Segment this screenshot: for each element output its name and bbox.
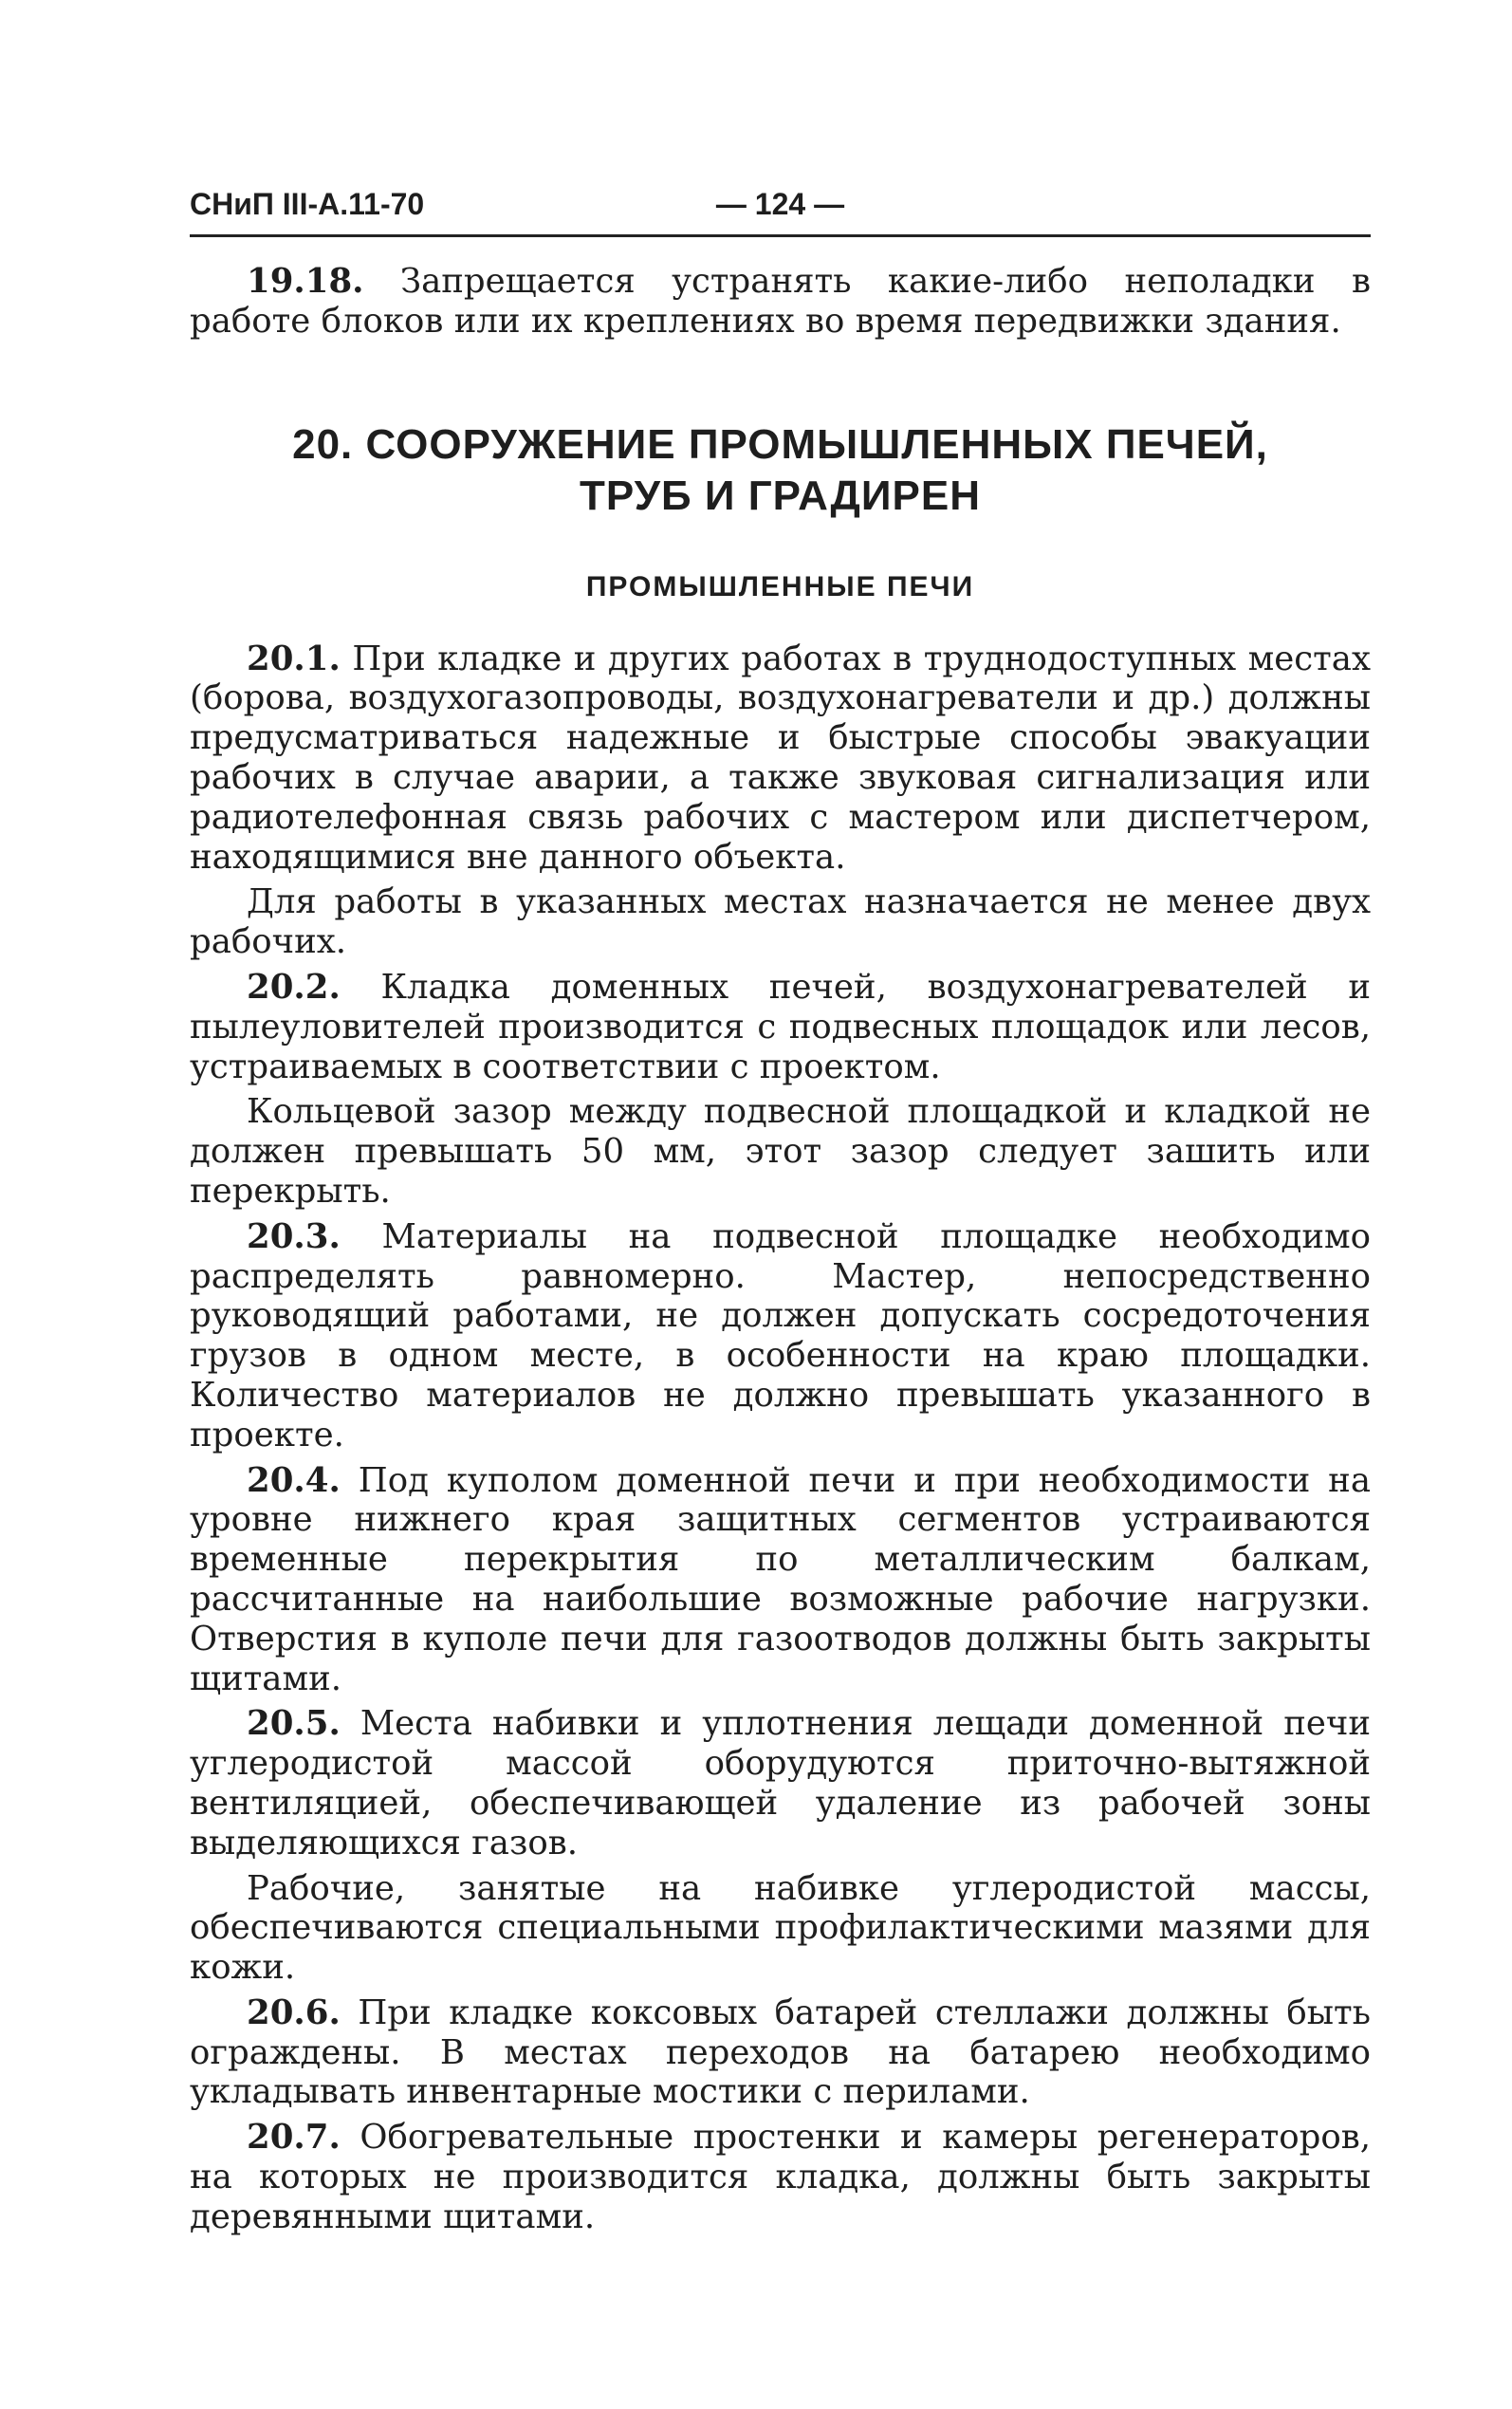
section-title-line-1: 20. СООРУЖЕНИЕ ПРОМЫШЛЕННЫХ ПЕЧЕЙ, — [292, 420, 1268, 468]
subsection-title: ПРОМЫШЛЕННЫЕ ПЕЧИ — [585, 570, 975, 602]
paragraph-text: Запрещается устранять какие-либо неполадки в работе блоков или их креплениях во время передвижки здания. — [190, 262, 1371, 341]
section-title-line-2: ТРУБ И ГРАДИРЕН — [580, 472, 981, 519]
paragraph-number: 20.7. — [247, 2118, 341, 2158]
paragraph-number: 20.1. — [247, 639, 341, 678]
paragraph-text: Обогревательные простенки и камеры регенераторов, на которых не производится кладка, должны быть закрыты деревянными щитами. — [190, 2118, 1371, 2236]
paragraph-number: 20.5. — [247, 1704, 341, 1744]
paragraph-text: Рабочие, занятые на набивке углеродистой массы, обеспечиваются специальными профилактическими мазями для кожи. — [190, 1868, 1371, 1988]
paragraph-number: 19.18. — [247, 262, 364, 301]
paragraph-20-5-cont — [190, 1869, 1371, 1988]
paragraph-20-1-cont — [190, 882, 1371, 962]
section-title — [190, 419, 1371, 522]
paragraph-text: Места набивки и уплотнения лещади доменной печи углеродистой массой оборудуются приточно-вытяжной вентиляцией, обеспечивающей удаление из рабочей зоны выделяющихся газов. — [190, 1704, 1371, 1862]
paragraph-20-1 — [190, 639, 1371, 878]
paragraph-20-4 — [190, 1461, 1371, 1699]
section-body — [190, 639, 1371, 2237]
paragraph-20-7 — [190, 2118, 1371, 2236]
paragraph-number: 20.2. — [247, 967, 341, 1007]
paragraph-text: Под куполом доменной печи и при необходимости на уровне нижнего края защитных сегментов устраиваются временные перекрытия по металлическим балкам, рассчитанные на наибольшие возможные рабочие нагрузки. Отверстия в куполе печи для газоотводов должны быть закрыты щитами. — [190, 1460, 1371, 1698]
paragraph-text: Материалы на подвесной площадке необходимо распределять равномерно. Мастер, непосредственно руководящий работами, не должен допускать сосредоточения грузов в одном месте, в особенности на краю площадки. Количество материалов не должно превышать указанного в проекте. — [190, 1216, 1371, 1455]
paragraph-19-18 — [190, 262, 1371, 342]
paragraph-20-2-cont — [190, 1092, 1371, 1211]
paragraph-number: 20.3. — [247, 1216, 341, 1256]
intro-block — [190, 262, 1371, 342]
document-page — [190, 185, 1371, 2237]
paragraph-number: 20.6. — [247, 1992, 341, 2032]
paragraph-text: При кладке и других работах в труднодоступных местах (борова, воздухогазопроводы, воздухонагреватели и др.) должны предусматриваться надежные и быстрые способы эвакуации рабочих в случае аварии, а также звуковая сигнализация или радиотелефонная связь рабочих с мастером или диспетчером, находящимися вне данного объекта. — [190, 639, 1371, 877]
running-header — [190, 185, 1371, 237]
page-number: — 124 — — [715, 187, 845, 221]
paragraph-20-6 — [190, 1993, 1371, 2112]
paragraph-20-5 — [190, 1704, 1371, 1862]
paragraph-20-2 — [190, 968, 1371, 1086]
paragraph-text: Кладка доменных печей, воздухонагревателей и пылеуловителей производится с подвесных площадок или лесов, устраиваемых в соответствии с проектом. — [190, 967, 1371, 1086]
paragraph-text: При кладке коксовых батарей стеллажи должны быть ограждены. В местах переходов на батарею необходимо укладывать инвентарные мостики с перилами. — [190, 1992, 1371, 2112]
paragraph-text: Кольцевой зазор между подвесной площадкой и кладкой не должен превышать 50 мм, этот зазор следует зашить или перекрыть. — [190, 1092, 1371, 1211]
paragraph-20-3 — [190, 1217, 1371, 1455]
document-code: СНиП III-А.11-70 — [190, 187, 425, 221]
paragraph-number: 20.4. — [247, 1460, 341, 1500]
paragraph-text: Для работы в указанных местах назначается не менее двух рабочих. — [190, 882, 1371, 962]
